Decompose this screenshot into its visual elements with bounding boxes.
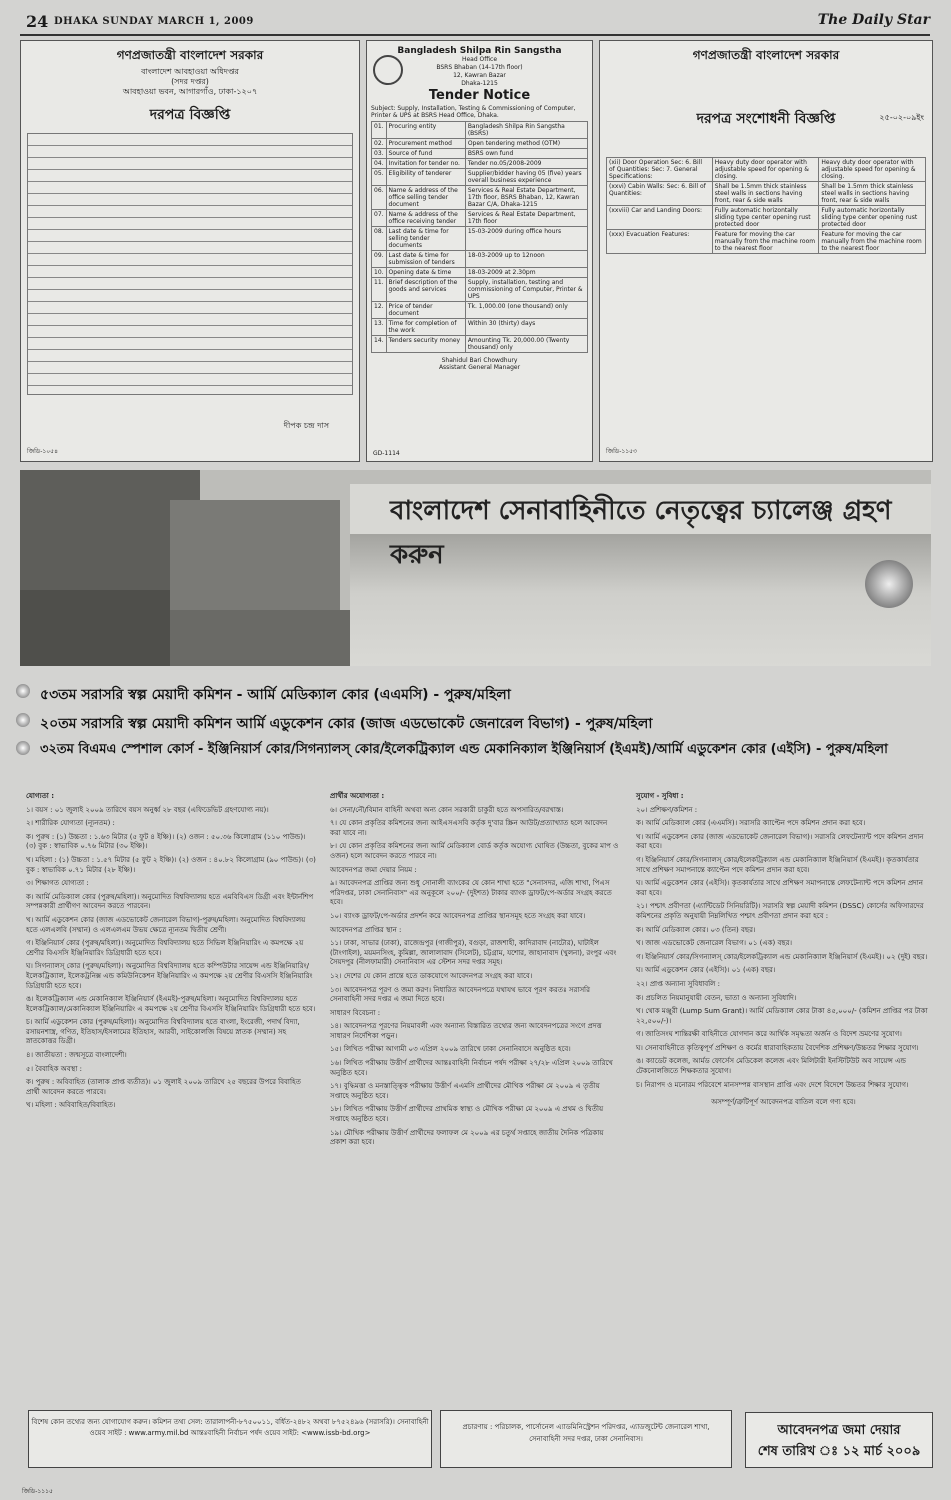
ad2-cell: Opening date & time	[386, 268, 465, 278]
right-paragraph: গ। জাতিসংঘ শান্তিরক্ষী বাহিনীতে যোগদান করে আর্থিক সমৃদ্ধতা অর্জন ও বিদেশ ভ্রমণের সুযোগ।	[636, 1030, 902, 1039]
ad2-cell: Eligibility of tenderer	[386, 169, 465, 186]
benefits-heading: সুযোগ - সুবিধা :	[636, 792, 684, 800]
bullet-icon	[16, 713, 30, 727]
ad2-cell: Brief description of the goods and services	[386, 278, 465, 302]
field-photo	[20, 590, 170, 666]
right-paragraph: গ। ইঞ্জিনিয়ার্স কোর/সিগন্যালস্‌ কোর/ইলেকট্রিক্যাল এন্ড মেকানিক্যাল ইঞ্জিনিয়ার্স (ইএমই)। ০২ (দুই) বছর।	[636, 952, 928, 961]
mid-paragraph: ১১। ঢাকা, সাভার (ঢাকা), রাজেন্দ্রপুর (গাজীপুর), বগুড়া, রাজশাহী, কাদিরাবাদ (নাটোর), ঘাটাইল (টাংগাইল), ময়মনসিংহ, কুমিল্লা, জালালাবাদ (সিলেট), চট্টগ্রাম, যশোর, জাহানাবাদ (খুলনা), রংপুর এবং সৈয়দপুর (নীলফামারী) সেনানিবাস এর স্টেশন সদর দপ্তর সমূহ।	[330, 939, 617, 967]
ad2-cell: 11.	[372, 278, 387, 302]
tender-notice-bsrs	[366, 40, 593, 462]
ad1-code: জিডি-১০৫৪	[27, 448, 58, 455]
left-paragraph: ৫। বৈবাহিক অবস্থা :	[26, 1064, 82, 1073]
ad2-cell: Bangladesh Shilpa Rin Sangstha (BSRS)	[465, 122, 587, 139]
mid-paragraph: আবেদনপত্র জমা দেয়ার নিয়ম :	[330, 865, 417, 874]
ad2-cell: Supply, installation, testing and commissioning of Computer, Printer & UPS	[465, 278, 587, 302]
left-paragraph: গ। ইঞ্জিনিয়ার্স কোর (পুরুষ/মহিলা)। অনুমোদিত বিশ্ববিদ্যালয় হতে সিভিল ইঞ্জিনিয়ারিং এ কমপক্ষে ২য় শ্রেণীর বিএসসি ইঞ্জিনিয়ারিং ডিগ্রিধারী হতে হবে।	[26, 939, 304, 957]
ad2-cell: 12.	[372, 302, 387, 319]
ad2-cell: Tender no.05/2008-2009	[465, 159, 587, 169]
ad2-cell: Procuring entity	[386, 122, 465, 139]
ad3-title: গণপ্রজাতন্ত্রী বাংলাদেশ সরকার	[692, 48, 840, 62]
ad1-org: বাংলাদেশ আবহাওয়া অধিদপ্তর	[141, 67, 239, 76]
ad2-table-row	[372, 159, 588, 169]
agency-box	[440, 1410, 732, 1468]
right-paragraph: চ। নিরাপদ ও মনোরম পরিবেশে মানসম্পন্ন বাসস্থান প্রাপ্তি এবং দেশে বিদেশে উচ্চতর শিক্ষার সুযোগ।	[636, 1080, 909, 1089]
ad2-table-row	[372, 122, 588, 139]
ad3-cell: Heavy duty door operator with adjustable speed for opening & closing.	[819, 158, 926, 182]
footer-code: জিডি-১১১৫	[22, 1488, 53, 1495]
page-number: 24	[26, 12, 49, 31]
ad3-cell: Feature for moving the car manually from the machine room to the nearest floor	[712, 230, 819, 254]
ad3-table-row	[607, 158, 926, 182]
mid-paragraph: ৮। যে কোন প্রকৃতির কমিশনের জন্য আর্মি মেডিক্যাল বোর্ড কর্তৃক অযোগ্য ঘোষিত (উচ্চতা, বুকের মাপ ও ওজন) হলে আবেদন করতে পারবে না।	[330, 842, 619, 860]
ad2-designation: Assistant General Manager	[438, 364, 521, 371]
mid-paragraph: ১২। দেশের যে কোন প্রান্তে হতে ডাকযোগে আবেদনপত্র সংগ্রহ করা যাবে।	[330, 971, 533, 980]
ad2-cell: 04.	[372, 159, 387, 169]
ad2-cell: 02.	[372, 139, 387, 149]
left-paragraph: খ। আর্মি এডুকেশন কোর (জাজ এডভোকেট জেনারেল বিভাগ)-পুরুষ/মহিলা। অনুমোদিত বিশ্ববিদ্যালয় হতে এলএলবি (সম্মান) ও এলএলএম উভয় ক্ষেত্রে ন্যূনতম দ্বিতীয় শ্রেণী।	[26, 915, 306, 934]
ad3-table-row	[607, 182, 926, 206]
ad2-cell: 06.	[372, 186, 387, 210]
ad2-cell: 13.	[372, 319, 387, 336]
mid-paragraph: ১৫। লিখিত পরীক্ষা আগামী ০৩ এপ্রিল ২০০৯ তারিখে ঢাকা সেনানিবাসে অনুষ্ঠিত হবে।	[330, 1045, 571, 1054]
right-paragraph: খ। জাজ এডভোকেট জেনারেল বিভাগ। ০১ (এক) বছর।	[636, 939, 792, 948]
ad2-table-row	[372, 227, 588, 251]
website-text: ওয়েব সাইট : www.army.mil.bd আন্তঃবাহিনী নির্বাচন পর্ষদ ওয়েব সাইট: <www.issb-bd.org>	[89, 1429, 371, 1437]
bullet-icon	[16, 741, 30, 755]
ad2-cell: Open tendering method (OTM)	[465, 139, 587, 149]
ad3-cell: Shall be 1.5mm thick stainless steel walls in sections having front, rear & side walls	[712, 182, 819, 206]
ad3-cell: (xxx) Evacuation Features:	[607, 230, 713, 254]
ad2-cell: 03.	[372, 149, 387, 159]
ad3-cell: Fully automatic horizontally sliding type center opening rust protected door	[819, 206, 926, 230]
disqualification-heading: প্রার্থীর অযোগ্যতা :	[330, 792, 385, 800]
ad2-cell: 08.	[372, 227, 387, 251]
ad2-table-row	[372, 149, 588, 159]
tender-amendment-notice	[599, 40, 933, 462]
ad3-date: ২৫-০২-০৯ইং	[879, 113, 924, 122]
ad2-table-row	[372, 210, 588, 227]
mid-paragraph: ৯। আবেদনপত্র প্রাপ্তির জন্য শুধু সোনালী ব্যাংকের যে কোন শাখা হতে "সেনাসদর, এজি শাখা, পিএস পরিদপ্তর, ঢাকা সেনানিবাস" এর অনুকূলে ২০০/- (দুইশত) টাকার ব্যাংক ড্রাফট/পে-অর্ডার সংগ্রহ করতে হবে।	[330, 879, 612, 907]
ad2-subject: Subject: Supply, Installation, Testing & Commissioning of Computer, Printer & UPS at BSRS Head Office, Dhaka.	[371, 105, 576, 119]
left-paragraph: খ। মহিলা : (১) উচ্চতা : ১.৫৭ মিটার (৫ ফুট ২ ইঞ্চি)। (২) ওজন : ৪০.৮২ কিলোগ্রাম (৯০ পাউন্ড)। (৩) বুক : স্বাভাবিক ০.৭১ মিটার (২৮ ইঞ্চি)।	[26, 855, 316, 874]
ad2-org: Bangladesh Shilpa Rin Sangstha	[397, 46, 562, 56]
deadline-date: শেষ তারিখ ঃ ১২ মার্চ ২০০৯	[757, 1444, 921, 1459]
left-paragraph: ঘ। সিগন্যালস্‌ কোর (পুরুষ/মহিলা)। অনুমোদিত বিশ্ববিদ্যালয় হতে কম্পিউটার সায়েন্স এন্ড ইঞ্জিনিয়ারিং/ইলেকট্রিক্যাল, ইলেকট্রনিক্স এন্ড কমিউনিকেশন ইঞ্জিনিয়ারিং এ কমপক্ষে ২য় শ্রেণীর বিএসসি ইঞ্জিনিয়ারিং ডিগ্রিধারী হতে হবে।	[26, 962, 313, 990]
ad2-cell: Services & Real Estate Department, 17th floor, BSRS Bhaban, 12, Kawran Bazar C/A, Dhaka-1215	[465, 186, 587, 210]
ad2-cell: Within 30 (thirty) days	[465, 319, 587, 336]
ad2-cell: BSRS own fund	[465, 149, 587, 159]
ad2-cell: 10.	[372, 268, 387, 278]
mid-paragraph: ১৭। বুদ্ধিমত্তা ও মনস্তাত্ত্বিক পরীক্ষায় উত্তীর্ণ এএমসি প্রার্থীদের মৌখিক পরীক্ষা মে ২০০৯ এ তৃতীয় সপ্তাহে অনুষ্ঠিত হবে।	[330, 1082, 600, 1100]
ad2-table-row	[372, 278, 588, 302]
ad1-table	[27, 133, 353, 395]
mid-paragraph: সাধারণ বিবেচনা :	[330, 1008, 381, 1017]
ad2-cell: Name & address of the office selling tender document	[386, 186, 465, 210]
course-item-amc: ৫৩তম সরাসরি স্বল্প মেয়াদী কমিশন - আর্মি মেডিক্যাল কোর (এএমসি) - পুরুষ/মহিলা	[40, 683, 511, 707]
ad3-cell: (xxviii) Car and Landing Doors:	[607, 206, 713, 230]
ad2-street: 12, Kawran Bazar	[453, 72, 506, 79]
ad3-code: জিডি-১১৫৩	[606, 448, 637, 455]
contact-box	[28, 1410, 432, 1468]
army-banner	[20, 470, 931, 666]
ad2-cell: Services & Real Estate Department, 17th floor	[465, 210, 587, 227]
ad1-signer: দীপক চন্দ্র দাস	[283, 421, 329, 430]
agency-text: প্রচারণায় : পরিচালক, পার্সোনেল এ্যাডমিনিস্ট্রেশন পরিদপ্তর, এ্যাডজুটেন্ট জেনারেল শাখা, সেনাবাহিনী সদর দপ্তর, ঢাকা সেনানিবাস।	[462, 1423, 710, 1443]
benefits-column	[636, 792, 931, 1112]
right-paragraph: ঘ। আর্মি এডুকেশন কোর (এইসি)। কৃতকার্যতার সাথে প্রশিক্ষণ সমাপনান্তে লেফটেন্যান্ট পদে কমিশন প্রদান করা হবে।	[636, 879, 923, 897]
left-paragraph: ক। আর্মি মেডিক্যাল কোর (পুরুষ/মহিলা)। অনুমোদিত বিশ্ববিদ্যালয় হতে এমবিবিএস ডিগ্রী এবং ইন্টার্নশিপ সম্পন্নকারী প্রার্থীগণ আবেদন করতে পারবেন।	[26, 892, 314, 911]
course-item-jag: ২০তম সরাসরি স্বল্প মেয়াদী কমিশন আর্মি এডুকেশন কোর (জাজ এডভোকেট জেনারেল বিভাগ) - পুরুষ/মহিলা	[40, 712, 652, 736]
army-emblem-icon	[865, 560, 913, 608]
ad2-cell: Last date & time for submission of tenders	[386, 251, 465, 268]
right-paragraph: ক। আর্মি মেডিক্যাল কোর। ০৩ (তিন) বছর।	[636, 925, 756, 934]
right-paragraph: ঘ। আর্মি এডুকেশন কোর (এইসি)। ০১ (এক) বছর।	[636, 966, 776, 975]
mid-paragraph: ১৬। লিখিত পরীক্ষায় উত্তীর্ণ প্রার্থীদের আন্তঃবাহিনী নির্বাচন পর্ষদ পরীক্ষা ২৭/২৮ এপ্রিল ২০০৯ তারিখে অনুষ্ঠিত হবে।	[330, 1059, 613, 1077]
bsrs-logo-icon	[373, 55, 403, 85]
ad2-table-row	[372, 268, 588, 278]
issue-date: DHAKA SUNDAY MARCH 1, 2009	[54, 16, 254, 27]
ad2-cell: 09.	[372, 251, 387, 268]
mid-paragraph: আবেদনপত্র প্রাপ্তির স্থান :	[330, 925, 402, 934]
left-paragraph: ২। শারীরিক যোগ্যতা (ন্যূনতম) :	[26, 819, 115, 828]
ad2-cell: Supplier/bidder having 05 (five) years overall business experience	[465, 169, 587, 186]
ad2-table-row	[372, 169, 588, 186]
ad3-table	[606, 157, 926, 254]
ad3-table-row	[607, 230, 926, 254]
left-paragraph: ৩। শিক্ষাগত যোগ্যতা :	[26, 879, 89, 888]
left-paragraph: ক। পুরুষ : (১) উচ্চতা : ১.৬৩ মিটার (৫ ফুট ৪ ইঞ্চি)। (২) ওজন : ৫০.৩৬ কিলোগ্রাম (১১০ পাউন্ড)। (৩) বুক : স্বাভাবিক ০.৭৬ মিটার (৩০ ইঞ্চি)।	[26, 832, 306, 851]
bridge-photo	[170, 610, 350, 666]
ad1-notice: দরপত্র বিজ্ঞপ্তি	[149, 107, 231, 123]
ad3-cell: Shall be 1.5mm thick stainless steel walls in sections having front, rear & side walls	[819, 182, 926, 206]
right-paragraph: গ। ইঞ্জিনিয়ার্স কোর/সিগন্যালস্‌ কোর/ইলেকট্রিক্যাল এন্ড মেকানিক্যাল ইঞ্জিনিয়ার্স (ইএমই)। কৃতকার্যতার সাথে প্রশিক্ষণ সমাপনান্তে ক্যাপ্টেন পদে কমিশন প্রদান করা হবে।	[636, 855, 919, 874]
ad2-table	[371, 121, 588, 353]
right-paragraph: ঘ। সেনাবাহিনীতে কৃতিত্বপূর্ণ প্রশিক্ষণ ও কর্মের ধারাবাহিকতায় বৈদেশিক প্রশিক্ষণ/উচ্চতর শিক্ষার সুযোগ।	[636, 1043, 919, 1052]
ad2-table-row	[372, 336, 588, 353]
ad3-cell: Fully automatic horizontally sliding type center opening rust protected door	[712, 206, 819, 230]
ad2-cell: Procurement method	[386, 139, 465, 149]
course-item-bma: ৩২তম বিএমএ স্পেশাল কোর্স - ইঞ্জিনিয়ার্স কোর/সিগন্যালস্‌ কোর/ইলেকট্রিক্যাল এন্ড মেকানিক্যাল ইঞ্জিনিয়ার্স (ইএমই)/আর্মি এডুকেশন কোর (এইসি) - পুরুষ/মহিলা	[40, 740, 888, 761]
banner-headline: বাংলাদেশ সেনাবাহিনীতে নেতৃত্বের চ্যালেঞ্জ গ্রহণ করুন	[390, 496, 892, 570]
eligibility-heading: যোগ্যতা :	[26, 792, 55, 800]
medical-photo	[170, 500, 340, 610]
right-paragraph: ঙ। ক্যাডেট কলেজ, আর্মড ফোর্সেস মেডিকেল কলেজ এবং মিলিটারী ইনস্টিটিউট অব সায়েন্স এন্ড টেকনোলজিতে শিক্ষকতার সুযোগ।	[636, 1057, 907, 1076]
right-paragraph: ২২। প্রাপ্ত অন্যান্য সুবিধাবলি :	[636, 979, 720, 988]
ad2-cell: 01.	[372, 122, 387, 139]
left-paragraph: ক। পুরুষ : অবিবাহিত (তালাক প্রাপ্ত ব্যতীত)। ০১ জুলাই ২০০৯ তারিখে ২৫ বছরের উপরে বিবাহিত প্রার্থী আবেদন করতে পারবে।	[26, 1078, 301, 1096]
left-paragraph: ঙ। ইলেকট্রিক্যাল এন্ড মেকানিক্যাল ইঞ্জিনিয়ার্স (ইএমই)-পুরুষ/মহিলা। অনুমোদিত বিশ্ববিদ্যালয় হতে ইলেকট্রিক্যাল/মেকানিক্যাল ইঞ্জিনিয়ারিং এ কমপক্ষে ২য় শ্রেণীর বিএসসি ইঞ্জিনিয়ারিং ডিগ্রিধারী হতে হবে।	[26, 995, 316, 1013]
ad3-cell: (xxvi) Cabin Walls: Sec: 6. Bill of Quantities:	[607, 182, 713, 206]
ad2-cell: Price of tender document	[386, 302, 465, 319]
ad2-cell: Amounting Tk. 20,000.00 (Twenty thousand) only	[465, 336, 587, 353]
tender-notice-weather	[20, 40, 360, 462]
ad2-table-row	[372, 139, 588, 149]
right-paragraph: ২১। পশ্চাৎ প্রবীণতা (এ্যান্টিডেট সিনিয়রিটি)। সরাসরি স্বল্প মেয়াদী কমিশন (DSSC) কোর্সের অফিসারদের কমিশনের প্রকৃতি অনুযায়ী নিম্নলিখিত পশ্চাৎ প্রবীণতা প্রদান করা হবে :	[636, 902, 924, 920]
eligibility-column	[26, 792, 316, 1115]
ad3-notice: দরপত্র সংশোধনী বিজ্ঞপ্তি	[696, 111, 836, 127]
mid-paragraph: ৬। সেনা/নৌ/বিমান বাহিনী অথবা অন্য কোন সরকারী চাকুরী হতে অপসারিত/বরখাস্ত।	[330, 805, 564, 814]
ad3-cell: Heavy duty door operator with adjustable speed for opening & closing.	[712, 158, 819, 182]
right-paragraph: খ। আর্মি এডুকেশন কোর (জাজ এডভোকেট জেনারেল বিভাগ)। সরাসরি লেফটেন্যান্ট পদে কমিশন প্রদান করা হবে।	[636, 832, 924, 851]
mid-paragraph: ১৯। মৌখিক পরীক্ষায় উত্তীর্ণ প্রার্থীদের ফলাফল মে ২০০৯ এর চতুর্থ সপ্তাহে জাতীয় দৈনিক পত্রিকায় প্রকাশ করা হবে।	[330, 1128, 604, 1147]
deadline-label: আবেদনপত্র জমা দেয়ার	[777, 1423, 901, 1438]
mid-paragraph: ১৮। লিখিত পরীক্ষায় উত্তীর্ণ প্রার্থীদের প্রাথমিক স্বাস্থ্য ও মৌখিক পরীক্ষা মে ২০০৯ এ প্রথম ও দ্বিতীয় সপ্তাহে অনুষ্ঠিত হবে।	[330, 1105, 604, 1124]
ad1-title: গণপ্রজাতন্ত্রী বাংলাদেশ সরকার	[116, 48, 264, 62]
ad2-cell: Tk. 1,000.00 (one thousand) only	[465, 302, 587, 319]
ad2-title: Tender Notice	[428, 88, 531, 103]
application-column	[330, 792, 620, 1152]
ad2-cell: 05.	[372, 169, 387, 186]
ad2-cell: 14.	[372, 336, 387, 353]
ad2-code: GD-1114	[373, 450, 400, 457]
left-paragraph: ৪। জাতীয়তা : জন্মসূত্রে বাংলাদেশী।	[26, 1051, 127, 1060]
ad3-cell: (xii) Door Operation Sec: 6. Bill of Quantities: Sec: 7. General Specifications:	[607, 158, 713, 182]
ad2-cell: Time for completion of the work	[386, 319, 465, 336]
ad2-cell: Invitation for tender no.	[386, 159, 465, 169]
left-paragraph: ১। বয়স : ০১ জুলাই ২০০৯ তারিখে বয়স অনুর্ধ্ব ২৮ বছর (এফিডেভিট গ্রহণযোগ্য নয়)।	[26, 805, 269, 814]
ad2-cell: Name & address of the office receiving tender	[386, 210, 465, 227]
left-paragraph: খ। মহিলা : অবিবাহিত/বিবাহিত।	[26, 1101, 116, 1110]
ad2-bldg: BSRS Bhaban (14-17th floor)	[436, 64, 523, 71]
right-paragraph: ২০। প্রশিক্ষণ/কমিশন :	[636, 805, 698, 814]
ad3-table-row	[607, 206, 926, 230]
left-paragraph: চ। আর্মি এডুকেশন কোর (পুরুষ/মহিলা)। অনুমোদিত বিশ্ববিদ্যালয় হতে বাংলা, ইংরেজী, পদার্থ বিদ্যা, রসায়নশাস্ত্র, গণিত, ইতিহাস/ইসলামের ইতিহাস, আরবী, সাইকোলজি বিষয়ে স্নাতক (সম্মান) সহ স্নাতকোত্তর ডিগ্রী।	[26, 1018, 300, 1046]
ad1-address: আবহাওয়া ভবন, আগারগাঁও, ঢাকা-১২০৭	[122, 87, 258, 96]
ad2-cell: 18-03-2009 at 2.30pm	[465, 268, 587, 278]
ad2-cell: 07.	[372, 210, 387, 227]
right-paragraph: ক। আর্মি মেডিক্যাল কোর (এএমসি)। সরাসরি ক্যাপ্টেন পদে কমিশন প্রদান করা হবে।	[636, 819, 866, 828]
deadline-box	[745, 1412, 933, 1468]
ad2-table-row	[372, 186, 588, 210]
ad2-cell: Source of fund	[386, 149, 465, 159]
contact-text: বিশেষ কোন তথ্যের জন্য যোগাযোগ করুন। কমিশন তথ্য সেল: তারালাপনী-৮৭৫০০১১, বর্ধিত-২৪৮২ অথবা ৮৭৫২৪৯৬ (সরাসরি)। সেনাবাহিনী	[31, 1418, 429, 1426]
ad2-office: Head Office	[461, 56, 498, 63]
mid-paragraph: ১৩। আবেদনপত্র পূরণ ও জমা করণ। নিধারিত আবেদনপত্রে যথাযথ ভাবে পূরণ করতঃ সরাসরি সেনাবাহিনী সদর দপ্তর এ জমা দিতে হবে।	[330, 985, 590, 1004]
ad3-cell: Feature for moving the car manually from the machine room to the nearest floor	[819, 230, 926, 254]
mid-paragraph: ১৪। আবেদনপত্র পূরণের নিয়মাবলী এবং অন্যান্য বিস্তারিত তথ্যের জন্য আবেদনপত্রের সংগে প্রদত্ত সাধারণ নির্দেশিকা পড়ুন।	[330, 1022, 602, 1040]
ad2-table-row	[372, 302, 588, 319]
right-paragraph: ক। প্রচলিত নিয়মানুযায়ী বেতন, ভাতা ও অন্যান্য সুবিধাদি।	[636, 993, 797, 1002]
ad2-city: Dhaka-1215	[461, 80, 498, 87]
ad2-signer: Shahidul Bari Chowdhury	[441, 357, 518, 364]
bullet-icon	[16, 684, 30, 698]
ad2-table-row	[372, 251, 588, 268]
incomplete-note: অসম্পূর্ণ/ত্রুটিপূর্ণ আবেদনপত্র বাতিল বলে গণ্য হবে।	[711, 1098, 856, 1107]
masthead: The Daily Star	[817, 12, 930, 28]
mid-paragraph: ৭। যে কোন প্রকৃতির কমিশনের জন্য আইএসএসবি কর্তৃক দু'বার স্ক্রিন আউট/প্রত্যাখ্যাত হলে আবেদন করা যাবে না।	[330, 819, 608, 837]
ad2-table-row	[372, 319, 588, 336]
ad2-cell: Tenders security money	[386, 336, 465, 353]
ad2-cell: Last date & time for selling tender documents	[386, 227, 465, 251]
mid-paragraph: ১০। ব্যাংক ড্রাফট/পে-অর্ডার প্রদর্শন করে আবেদনপত্র প্রাপ্তির স্থানসমূহ হতে সংগ্রহ করা যাবে।	[330, 911, 586, 920]
ad2-cell: 15-03-2009 during office hours	[465, 227, 587, 251]
right-paragraph: খ। থোক মঞ্জুরী (Lump Sum Grant)। আর্মি মেডিক্যাল কোর টাকা ৪৫,০০০/- (কমিশন প্রাপ্তির পর টাকা ২২,৫০০/-)।	[636, 1007, 928, 1025]
ad2-cell: 18-03-2009 up to 12noon	[465, 251, 587, 268]
page-header	[20, 12, 930, 36]
ad1-sub: (সদর দপ্তর)	[171, 77, 209, 86]
